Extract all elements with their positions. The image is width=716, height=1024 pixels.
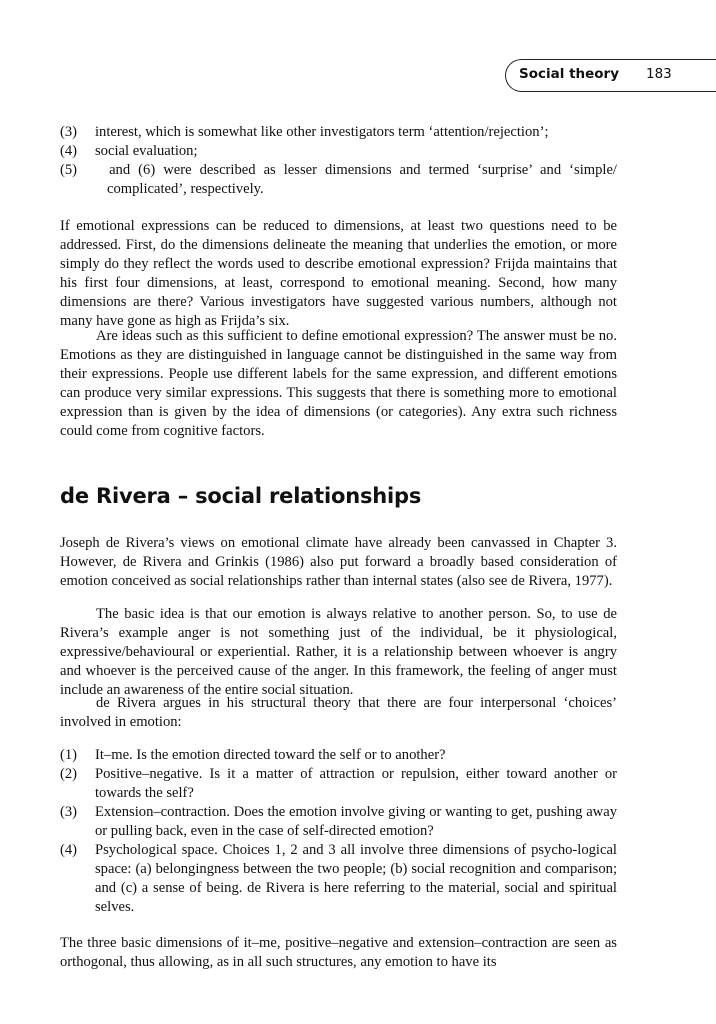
dimensions-list-continued bbox=[60, 123, 617, 199]
list-number: (2) bbox=[60, 766, 78, 782]
list-item bbox=[60, 803, 617, 841]
list-text: and (6) were described as lesser dimensions and termed ‘surprise’ and ‘simple/ complicated’, respectively. bbox=[107, 162, 617, 197]
running-head-title: Social theory bbox=[519, 66, 620, 82]
list-text: Psychological space. Choices 1, 2 and 3 all involve three dimensions of psycho-logical space: (a) belongingness between the two people; (b) social recognition and comparison; and (c) a sense of being. de Rivera is here referring to the material, social and spiritual selves. bbox=[95, 842, 617, 915]
paragraph: Are ideas such as this sufficient to define emotional expression? The answer must be no. Emotions as they are distinguished in language cannot be distinguished in the same way from their expressions. People use different labels for the same expression, and different emotions can produce very similar expressions. This suggests that there is something more to emotional expression than is given by the idea of dimensions (or categories). Any extra such richness could come from cognitive factors. bbox=[60, 328, 617, 439]
list-text: Extension–contraction. Does the emotion involve giving or wanting to get, pushing away or pulling back, even in the case of self-directed emotion? bbox=[95, 804, 617, 839]
list-number: (1) bbox=[60, 747, 78, 763]
list-number: (4) bbox=[60, 143, 78, 159]
choices-list bbox=[60, 746, 617, 917]
list-item bbox=[60, 765, 617, 803]
list-item bbox=[60, 123, 617, 142]
list-number: (3) bbox=[60, 124, 78, 140]
paragraph: The basic idea is that our emotion is always relative to another person. So, to use de Rivera’s example anger is not something just of the individual, be it physiological, expressive/behavioural or experiential. Rather, it is a relationship between whoever is angry and whoever is the perceived cause of the anger. In this framework, the feeling of anger must include an awareness of the entire social situation. bbox=[60, 606, 617, 698]
section-heading: de Rivera – social relationships bbox=[60, 484, 422, 508]
paragraph: Joseph de Rivera’s views on emotional climate have already been canvassed in Chapter 3. However, de Rivera and Grinkis (1986) also put forward a broadly based consideration of emotion conceived as social relationships rather than internal states (also see de Rivera, 1977). bbox=[60, 535, 617, 589]
header-rule-top bbox=[528, 59, 716, 60]
list-text: interest, which is somewhat like other investigators term ‘attention/rejection’; bbox=[95, 124, 549, 140]
running-header bbox=[505, 59, 716, 92]
page-number: 183 bbox=[646, 66, 672, 82]
paragraph: If emotional expressions can be reduced to dimensions, at least two questions need to be addressed. First, do the dimensions delineate the meaning that underlies the emotion, or more simply do they reflect the words used to describe emotional expression? Frijda maintains that his first four dimensions, at least, correspond to emotional meaning. Second, how many dimensions are there? Various investigators have suggested various numbers, although not many have gone as high as Frijda’s six. bbox=[60, 218, 617, 329]
header-rule-bottom bbox=[528, 91, 716, 92]
list-number: (3) bbox=[60, 804, 78, 820]
list-text: Positive–negative. Is it a matter of attraction or repulsion, either toward another or towards the self? bbox=[95, 766, 617, 801]
list-item bbox=[60, 161, 617, 199]
list-item bbox=[60, 746, 617, 765]
list-item bbox=[60, 841, 617, 917]
list-number: (5) bbox=[60, 162, 78, 178]
paragraph: The three basic dimensions of it–me, positive–negative and extension–contraction are seen as orthogonal, thus allowing, as in all such structures, any emotion to have its bbox=[60, 935, 617, 970]
list-text: It–me. Is the emotion directed toward the self or to another? bbox=[95, 747, 446, 763]
list-text: social evaluation; bbox=[95, 143, 198, 159]
paragraph: de Rivera argues in his structural theory that there are four interpersonal ‘choices’ involved in emotion: bbox=[60, 695, 617, 730]
list-item bbox=[60, 142, 617, 161]
list-number: (4) bbox=[60, 842, 78, 858]
